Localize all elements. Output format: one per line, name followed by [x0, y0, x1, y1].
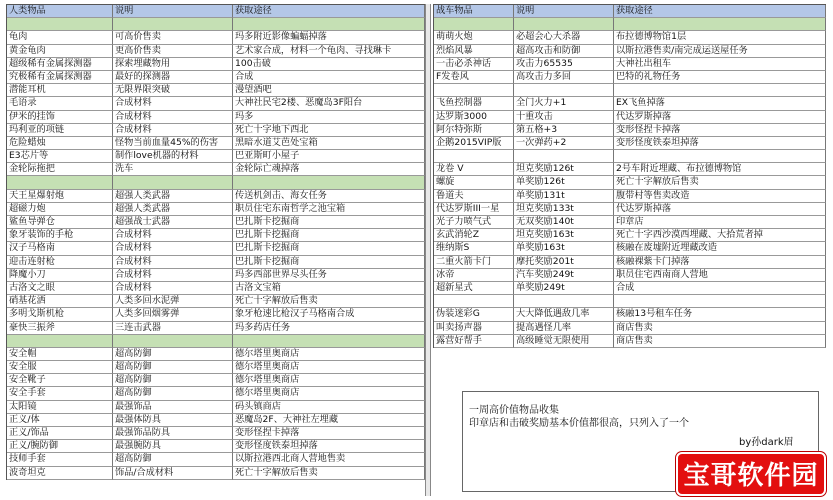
table-cell-desc[interactable]: 怪物当前血量45%的伤害 — [113, 137, 233, 150]
table-cell-item[interactable]: 叫卖扬声器 — [434, 322, 514, 335]
column-header-item[interactable]: 人类物品 — [7, 5, 113, 18]
table-cell-source[interactable]: 巴亚斯町小屋子 — [233, 150, 425, 163]
table-cell-source[interactable]: 大神社出租车 — [614, 58, 826, 71]
table-cell-item[interactable]: 萌萌火炮 — [434, 31, 514, 44]
note-title: 一周高价值物品收集 — [469, 405, 559, 416]
table-cell-item[interactable]: 天王星爆射炮 — [7, 190, 113, 203]
table-cell-source[interactable]: 巴特的礼物任务 — [614, 71, 826, 84]
table-cell-desc[interactable]: 超高防御 — [113, 348, 233, 361]
table-cell-desc[interactable]: 制作love机器的材料 — [113, 150, 233, 163]
table-cell-desc[interactable]: 合成材料 — [113, 242, 233, 255]
table-cell-source[interactable]: 德尔塔里奥商店 — [233, 361, 425, 374]
table-cell-desc[interactable]: 最强饰品防具 — [113, 427, 233, 440]
table-cell-item[interactable]: 鲁道夫 — [434, 190, 514, 203]
table-cell-desc[interactable]: 超强战士武器 — [113, 216, 233, 229]
table-cell-item[interactable]: 玄武消轮Z — [434, 229, 514, 242]
table-cell-item[interactable]: 安全手套 — [7, 387, 113, 400]
table-cell-item[interactable]: 太阳镜 — [7, 401, 113, 414]
table-cell-desc[interactable]: 全门火力+1 — [514, 97, 614, 110]
table-cell-item[interactable]: 汉子马格南 — [7, 242, 113, 255]
section-spacer-cell[interactable] — [614, 295, 826, 308]
table-cell-desc[interactable]: 摩托奖励201t — [514, 256, 614, 269]
table-cell-source[interactable]: 商店售卖 — [614, 335, 826, 348]
table-cell-desc[interactable]: 合成材料 — [113, 97, 233, 110]
table-cell-item[interactable]: 飞鱼控制器 — [434, 97, 514, 110]
note-signature: by孙dark眉 — [739, 437, 794, 448]
column-header-source[interactable]: 获取途径 — [614, 5, 826, 18]
table-cell-source[interactable]: 以斯拉港西北商人营地售卖 — [233, 453, 425, 466]
table-cell-item[interactable]: 露营好帮手 — [434, 335, 514, 348]
table-cell-source[interactable]: 布拉德博物馆1层 — [614, 31, 826, 44]
section-spacer-cell[interactable] — [113, 176, 233, 189]
table-cell-desc[interactable]: 超高防御 — [113, 453, 233, 466]
section-spacer-cell[interactable] — [7, 335, 113, 348]
table-cell-desc[interactable]: 提高遇怪几率 — [514, 322, 614, 335]
table-cell-item[interactable]: 象牙装饰的手枪 — [7, 229, 113, 242]
table-cell-item[interactable]: 代达罗斯III一星 — [434, 203, 514, 216]
table-cell-desc[interactable]: 探索埋藏物用 — [113, 58, 233, 71]
table-cell-desc[interactable]: 汽车奖励249t — [514, 269, 614, 282]
table-cell-source[interactable]: 代达罗斯掉落 — [614, 203, 826, 216]
table-cell-source[interactable]: 变形怪捏卡掉落 — [233, 427, 425, 440]
table-cell-desc[interactable]: 一次弹药+2 — [514, 137, 614, 150]
table-cell-source[interactable]: 合成 — [233, 71, 425, 84]
table-cell-source[interactable]: 以斯拉港售卖/南完成运送屋任务 — [614, 45, 826, 58]
table-cell-desc[interactable]: 大大降低遇敌几率 — [514, 308, 614, 321]
table-cell-item[interactable]: 超磁力炮 — [7, 203, 113, 216]
table-cell-source[interactable]: 巴扎斯卡挖掘商 — [233, 242, 425, 255]
table-cell-item[interactable]: 硝基花洒 — [7, 295, 113, 308]
table-cell-desc[interactable]: 高级睡觉无限使用 — [514, 335, 614, 348]
section-spacer-cell[interactable] — [514, 150, 614, 163]
table-cell-source[interactable]: 核融13号租车任务 — [614, 308, 826, 321]
table-cell-item[interactable]: 豪快三振斧 — [7, 322, 113, 335]
section-spacer-cell[interactable] — [614, 18, 826, 31]
section-spacer-cell[interactable] — [7, 176, 113, 189]
section-spacer-cell[interactable] — [233, 18, 425, 31]
table-cell-item[interactable]: 安全服 — [7, 361, 113, 374]
table-cell-desc[interactable]: 超高防御 — [113, 387, 233, 400]
section-spacer-cell[interactable] — [434, 150, 514, 163]
table-cell-source[interactable]: 巴扎斯卡挖掘商 — [233, 229, 425, 242]
table-cell-desc[interactable]: 超强人类武器 — [113, 190, 233, 203]
table-cell-desc[interactable]: 饰品/合成材料 — [113, 467, 233, 480]
table-cell-desc[interactable]: 高攻击力多回 — [514, 71, 614, 84]
table-cell-item[interactable]: 维纳斯S — [434, 242, 514, 255]
table-cell-desc[interactable]: 单奖励249t — [514, 282, 614, 295]
table-cell-source[interactable]: 码头镇商店 — [233, 401, 425, 414]
table-cell-desc[interactable]: 最强饰品 — [113, 401, 233, 414]
table-cell-source[interactable]: 死亡十字解放后售卖 — [233, 467, 425, 480]
table-cell-source[interactable]: 玛多附近影像蝙蝠掉落 — [233, 31, 425, 44]
table-cell-desc[interactable]: 合成材料 — [113, 111, 233, 124]
table-cell-desc[interactable]: 超高防御 — [113, 374, 233, 387]
table-cell-item[interactable]: 超新星式 — [434, 282, 514, 295]
table-cell-source[interactable]: 核融在废墟附近埋藏改造 — [614, 242, 826, 255]
table-cell-item[interactable]: E3芯片等 — [7, 150, 113, 163]
table-cell-item[interactable]: 金轮际拖把 — [7, 163, 113, 176]
table-cell-desc[interactable]: 合成材料 — [113, 269, 233, 282]
section-spacer-cell[interactable] — [434, 18, 514, 31]
table-divider — [425, 4, 431, 496]
table-cell-source[interactable]: 变形怪度铁泰坦掉落 — [614, 137, 826, 150]
table-cell-item[interactable]: F发卷风 — [434, 71, 514, 84]
table-cell-source[interactable]: 黑暗水道艾芭处宝箱 — [233, 137, 425, 150]
table-cell-desc[interactable]: 合成材料 — [113, 282, 233, 295]
table-cell-desc[interactable]: 合成材料 — [113, 256, 233, 269]
section-spacer-cell[interactable] — [233, 176, 425, 189]
table-cell-desc[interactable]: 坦克奖励163t — [514, 229, 614, 242]
note-text: 印章店和击破奖励基本价值都很高，只列入了一个 — [469, 418, 689, 429]
table-cell-source[interactable]: 德尔塔里奥商店 — [233, 374, 425, 387]
table-cell-desc[interactable]: 最强腕防具 — [113, 440, 233, 453]
section-spacer-cell[interactable] — [113, 18, 233, 31]
table-cell-item[interactable]: 达罗斯3000 — [434, 111, 514, 124]
table-cell-item[interactable]: 伪装迷彩G — [434, 308, 514, 321]
table-cell-item[interactable]: 正义/体 — [7, 414, 113, 427]
table-cell-desc[interactable]: 单奖励163t — [514, 242, 614, 255]
table-cell-source[interactable]: 100击破 — [233, 58, 425, 71]
table-cell-item[interactable]: 龙卷 V — [434, 163, 514, 176]
table-cell-item[interactable]: 危险蜡烛 — [7, 137, 113, 150]
table-cell-item[interactable]: 正义/腕防御 — [7, 440, 113, 453]
table-cell-desc[interactable]: 超高防御 — [113, 361, 233, 374]
section-spacer-cell[interactable] — [434, 84, 514, 97]
table-cell-item[interactable]: 波奇坦克 — [7, 467, 113, 480]
table-cell-source[interactable]: 商店售卖 — [614, 322, 826, 335]
table-cell-item[interactable]: 伊米的挂饰 — [7, 111, 113, 124]
table-cell-desc[interactable]: 十重攻击 — [514, 111, 614, 124]
table-cell-source[interactable]: 变形怪度铁泰坦掉落 — [233, 440, 425, 453]
table-cell-source[interactable]: 代达罗斯掉落 — [614, 111, 826, 124]
table-cell-item[interactable]: 冰帝 — [434, 269, 514, 282]
table-cell-source[interactable]: 合成 — [614, 282, 826, 295]
table-cell-source[interactable]: 印章店 — [614, 216, 826, 229]
table-cell-source[interactable]: 职员住宅西南商人营地 — [614, 269, 826, 282]
table-cell-item[interactable]: 毛语录 — [7, 97, 113, 110]
section-spacer-cell[interactable] — [434, 295, 514, 308]
table-cell-desc[interactable]: 洗车 — [113, 163, 233, 176]
table-cell-item[interactable]: 降魔小刀 — [7, 269, 113, 282]
table-cell-source[interactable]: EX飞鱼掉落 — [614, 97, 826, 110]
table-cell-desc[interactable]: 最好的探测器 — [113, 71, 233, 84]
table-cell-item[interactable]: 安全靴子 — [7, 374, 113, 387]
table-cell-source[interactable]: 德尔塔里奥商店 — [233, 387, 425, 400]
table-cell-source[interactable]: 死亡十字解放后售卖 — [233, 295, 425, 308]
table-cell-source[interactable]: 传送机剑击、海女任务 — [233, 190, 425, 203]
section-spacer-cell[interactable] — [233, 335, 425, 348]
table-cell-source[interactable]: 恶魔岛2F、大神社左埋藏 — [233, 414, 425, 427]
column-header-source[interactable]: 获取途径 — [233, 5, 425, 18]
section-spacer-cell[interactable] — [514, 295, 614, 308]
table-cell-desc[interactable]: 攻击力65535 — [514, 58, 614, 71]
table-cell-item[interactable]: 古洛文之眼 — [7, 282, 113, 295]
table-cell-source[interactable]: 死亡十字解放后售卖 — [614, 176, 826, 189]
table-cell-desc[interactable]: 超强人类武器 — [113, 203, 233, 216]
section-spacer-cell[interactable] — [614, 84, 826, 97]
table-cell-desc[interactable]: 最强体防具 — [113, 414, 233, 427]
table-cell-source[interactable]: 漫望酒吧 — [233, 84, 425, 97]
table-cell-desc[interactable]: 第五格+3 — [514, 124, 614, 137]
section-spacer-cell[interactable] — [614, 150, 826, 163]
table-cell-source[interactable]: 大神社民宅2楼、恶魔岛3F阳台 — [233, 97, 425, 110]
table-cell-item[interactable]: 企鹅2015VIP版 — [434, 137, 514, 150]
table-cell-desc[interactable]: 可高价售卖 — [113, 31, 233, 44]
table-cell-source[interactable]: 玛多药店任务 — [233, 322, 425, 335]
table-cell-desc[interactable]: 坦克奖励126t — [514, 163, 614, 176]
table-cell-item[interactable]: 螺旋 — [434, 176, 514, 189]
table-cell-item[interactable]: 二重火箭卡门 — [434, 256, 514, 269]
table-cell-item[interactable]: 龟肉 — [7, 31, 113, 44]
table-cell-item[interactable]: 一击必杀神话 — [434, 58, 514, 71]
column-header-desc[interactable]: 说明 — [514, 5, 614, 18]
table-cell-source[interactable]: 2号车附近埋藏、布拉德博物馆 — [614, 163, 826, 176]
table-cell-item[interactable]: 潜能耳机 — [7, 84, 113, 97]
table-cell-desc[interactable]: 三连击武器 — [113, 322, 233, 335]
column-header-desc[interactable]: 说明 — [113, 5, 233, 18]
table-cell-item[interactable]: 玛利亚的项链 — [7, 124, 113, 137]
section-spacer-cell[interactable] — [514, 18, 614, 31]
table-cell-desc[interactable]: 坦克奖励133t — [514, 203, 614, 216]
table-cell-source[interactable]: 玛多西部世界尽头任务 — [233, 269, 425, 282]
table-cell-item[interactable]: 正义/饰品 — [7, 427, 113, 440]
table-cell-desc[interactable]: 更高价售卖 — [113, 45, 233, 58]
column-header-item[interactable]: 战车物品 — [434, 5, 514, 18]
table-cell-desc[interactable]: 合成材料 — [113, 124, 233, 137]
table-cell-item[interactable]: 超级稀有金属探测器 — [7, 58, 113, 71]
table-cell-source[interactable]: 巴扎斯卡挖掘商 — [233, 256, 425, 269]
table-cell-source[interactable]: 巴扎斯卡挖掘商 — [233, 216, 425, 229]
table-cell-item[interactable]: 安全帽 — [7, 348, 113, 361]
table-cell-source[interactable]: 死亡十字西沙漠西埋藏、大拾荒者掉 — [614, 229, 826, 242]
section-spacer-cell[interactable] — [514, 84, 614, 97]
table-cell-item[interactable]: 光子力喷气式 — [434, 216, 514, 229]
table-cell-desc[interactable]: 无限界限突破 — [113, 84, 233, 97]
table-cell-source[interactable]: 职员住宅东南哲学之池宝箱 — [233, 203, 425, 216]
table-cell-item[interactable]: 烈焰风暴 — [434, 45, 514, 58]
table-cell-desc[interactable]: 超高攻击和防御 — [514, 45, 614, 58]
table-cell-desc[interactable]: 单奖励126t — [514, 176, 614, 189]
tank-items-table — [433, 4, 826, 348]
table-cell-source[interactable]: 变形怪捏卡掉落 — [614, 124, 826, 137]
table-cell-item[interactable]: 多明戈斯机枪 — [7, 308, 113, 321]
table-cell-source[interactable]: 核融裸紫卡门掉落 — [614, 256, 826, 269]
table-cell-source[interactable]: 金轮际亡魂掉落 — [233, 163, 425, 176]
table-cell-desc[interactable]: 单奖励131t — [514, 190, 614, 203]
table-cell-source[interactable]: 玛多 — [233, 111, 425, 124]
section-spacer-cell[interactable] — [7, 18, 113, 31]
table-cell-item[interactable]: 迎击连射枪 — [7, 256, 113, 269]
table-cell-item[interactable]: 鲨鱼导弹仓 — [7, 216, 113, 229]
site-watermark: 宝哥软件园 — [676, 452, 826, 496]
section-spacer-cell[interactable] — [113, 335, 233, 348]
table-cell-desc[interactable]: 人类多回水泥弹 — [113, 295, 233, 308]
table-cell-desc[interactable]: 人类多回烟雾弹 — [113, 308, 233, 321]
table-cell-source[interactable]: 死亡十字地下西北 — [233, 124, 425, 137]
table-cell-source[interactable]: 德尔塔里奥商店 — [233, 348, 425, 361]
table-cell-source[interactable]: 腹带村等售卖改造 — [614, 190, 826, 203]
table-cell-desc[interactable]: 必超会心大杀器 — [514, 31, 614, 44]
table-cell-item[interactable]: 阿尔特弥斯 — [434, 124, 514, 137]
table-cell-desc[interactable]: 合成材料 — [113, 229, 233, 242]
table-cell-item[interactable]: 究极稀有金属探测器 — [7, 71, 113, 84]
table-cell-item[interactable]: 技师手套 — [7, 453, 113, 466]
table-cell-source[interactable]: 艺术家合成，材料一个龟肉、寻找琳卡 — [233, 45, 425, 58]
human-items-table — [6, 4, 425, 480]
table-cell-desc[interactable]: 无双奖励140t — [514, 216, 614, 229]
table-cell-source[interactable]: 古洛文宝箱 — [233, 282, 425, 295]
table-cell-source[interactable]: 象牙枪速比枪汉子马格南合成 — [233, 308, 425, 321]
table-cell-item[interactable]: 黄金龟肉 — [7, 45, 113, 58]
